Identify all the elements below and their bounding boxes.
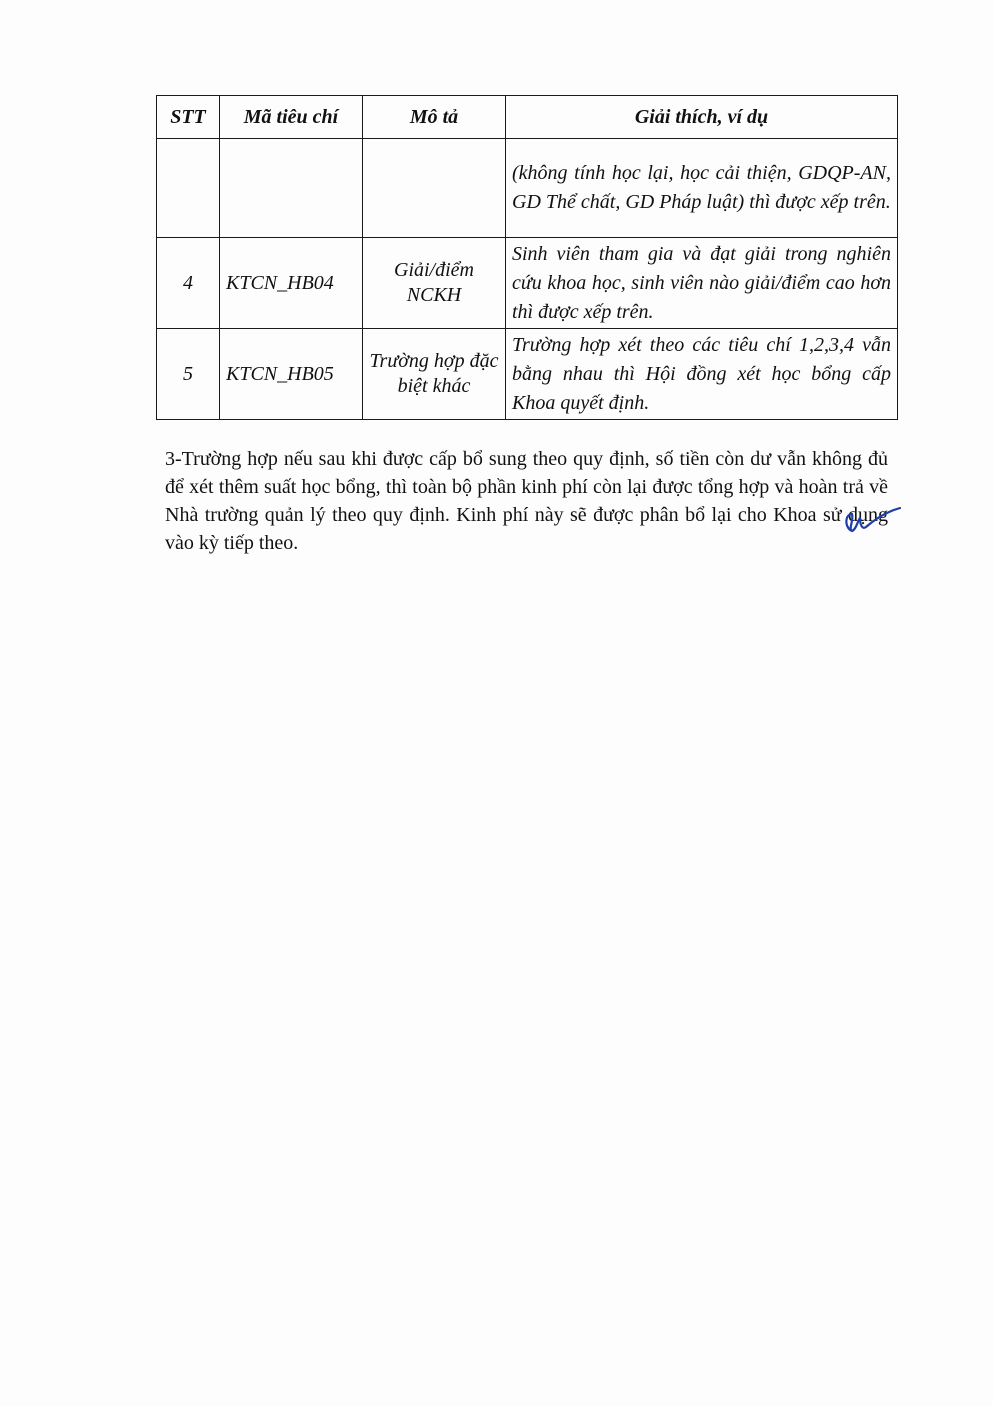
header-stt: STT (157, 96, 220, 139)
cell-desc: Trường hợp đặc biệt khác (363, 329, 506, 420)
cell-expl: (không tính học lại, học cải thiện, GDQP-AN, GD Thể chất, GD Pháp luật) thì được xếp trên. (506, 139, 898, 238)
signature-initial-icon (840, 500, 902, 536)
table-row (157, 238, 898, 329)
header-code: Mã tiêu chí (220, 96, 363, 139)
cell-code (220, 139, 363, 238)
cell-desc: Giải/điểm NCKH (363, 238, 506, 329)
cell-stt: 4 (157, 238, 220, 329)
cell-stt: 5 (157, 329, 220, 420)
table-header-row (157, 96, 898, 139)
table-row (157, 329, 898, 420)
cell-code: KTCN_HB04 (220, 238, 363, 329)
cell-expl: Sinh viên tham gia và đạt giải trong nghiên cứu khoa học, sinh viên nào giải/điểm cao hơn thì được xếp trên. (506, 238, 898, 329)
table-row (157, 139, 898, 238)
cell-code: KTCN_HB05 (220, 329, 363, 420)
note-paragraph: 3-Trường hợp nếu sau khi được cấp bổ sung theo quy định, số tiền còn dư vẫn không đủ để xét thêm suất học bổng, thì toàn bộ phần kinh phí còn lại được tổng hợp và hoàn trả về Nhà trường quản lý theo quy định. Kinh phí này sẽ được phân bổ lại cho Khoa sử dụng vào kỳ tiếp theo. (165, 448, 888, 554)
cell-expl: Trường hợp xét theo các tiêu chí 1,2,3,4 vẫn bằng nhau thì Hội đồng xét học bổng cấp Khoa quyết định. (506, 329, 898, 420)
criteria-table (156, 95, 898, 420)
cell-desc (363, 139, 506, 238)
header-desc: Mô tả (363, 96, 506, 139)
header-expl: Giải thích, ví dụ (506, 96, 898, 139)
cell-stt (157, 139, 220, 238)
